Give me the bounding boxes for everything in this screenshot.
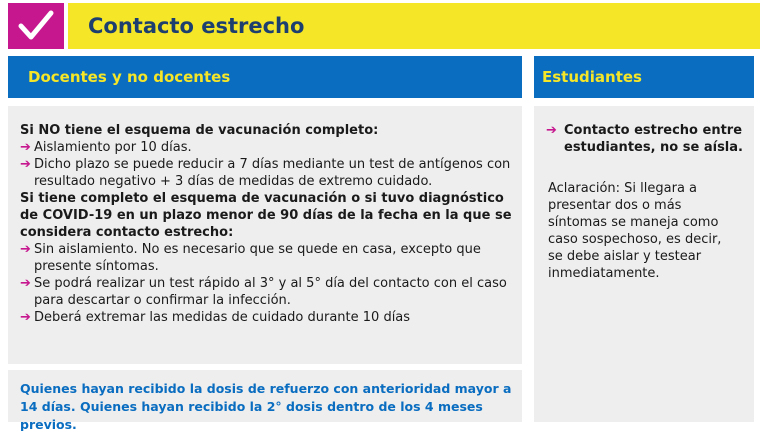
list-item: [20, 275, 522, 309]
clarification-text: Aclaración: Si llegara a presentar dos o más síntomas se maneja como caso sospechoso, es decir, se debe aislar y testear inmediatamente.: [548, 181, 722, 281]
booster-note-panel: [8, 370, 522, 431]
list-item: [20, 241, 522, 275]
estudiantes-panel: [534, 106, 754, 422]
column-heading-docentes: Docentes y no docentes: [8, 56, 522, 98]
estudiantes-main-text: Contacto estrecho entre estudiantes, no se aísla.: [564, 123, 743, 155]
arrow-right-icon: ➔: [20, 242, 31, 257]
list-item: [20, 139, 522, 156]
list-item-text: Aislamiento por 10 días.: [34, 140, 192, 155]
arrow-right-icon: ➔: [20, 310, 31, 325]
arrow-right-icon: ➔: [546, 123, 557, 138]
column-heading-estudiantes: Estudiantes: [534, 56, 754, 98]
checkmark-icon: [17, 9, 55, 43]
list-item-text: Sin aislamiento. No es necesario que se quede en casa, excepto que presente síntomas.: [34, 242, 481, 274]
arrow-right-icon: ➔: [20, 140, 31, 155]
arrow-right-icon: ➔: [20, 276, 31, 291]
list-item: [20, 309, 522, 326]
list-item: [20, 156, 522, 190]
list-item-text: Deberá extremar las medidas de cuidado durante 10 días: [34, 310, 411, 325]
list-item-text: Dicho plazo se puede reducir a 7 días mediante un test de antígenos con resultado negativo + 3 días de medidas de extremo cuidado.: [34, 157, 511, 189]
arrow-right-icon: ➔: [20, 157, 31, 172]
list-item-text: Se podrá realizar un test rápido al 3° y al 5° día del contacto con el caso para descartar o confirmar la infección.: [34, 276, 507, 308]
section1-title: Si NO tiene el esquema de vacunación completo:: [20, 123, 379, 138]
booster-note: Quienes hayan recibido la dosis de refuerzo con anterioridad mayor a 14 días. Quienes hayan recibido la 2° dosis dentro de los 4 meses previos.: [20, 381, 512, 431]
list-item: [542, 122, 746, 156]
section2-title: Si tiene completo el esquema de vacunación o si tuvo diagnóstico de COVID-19 en un plazo menor de 90 días de la fecha en la que se considera contacto estrecho:: [20, 191, 512, 240]
docentes-panel: [8, 106, 522, 364]
header-check-badge: [8, 3, 64, 49]
header-bar: [68, 3, 760, 49]
page-title: Contacto estrecho: [88, 14, 305, 38]
